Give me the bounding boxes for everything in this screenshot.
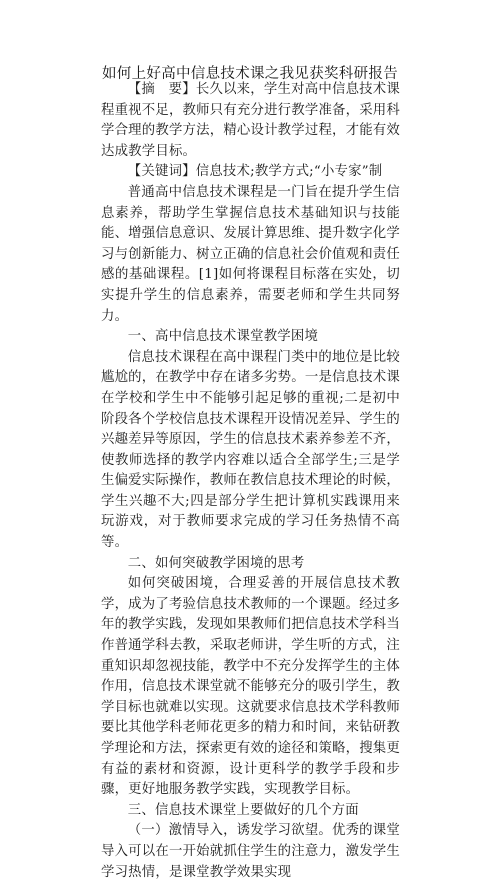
document-body — [101, 80, 400, 883]
section-3-paragraph: （一）激情导入，诱发学习欲望。优秀的课堂导入可以在一开始就抓住学生的注意力，激发学生学习热情，是课堂教学效果实现 — [101, 823, 400, 880]
section-2-heading: 二、如何突破教学困境的思考 — [127, 555, 305, 571]
document-title: 如何上好高中信息技术课之我见获奖科研报告 — [102, 66, 398, 82]
section-1-heading: 一、高中信息技术课堂教学困境 — [127, 329, 319, 345]
abstract-paragraph: 【摘 要】长久以来，学生对高中信息技术课程重视不足，教师只有充分进行教学准备，采用科学合理的教学方法，精心设计教学过程，才能有效达成教学目标。 — [101, 82, 400, 159]
intro-paragraph: 普通高中信息技术课程是一门旨在提升学生信息素养，帮助学生掌握信息技术基础知识与技能能、增强信息意识、发展计算思维、提升数字化学习与创新能力、树立正确的信息社会价值观和责任感的基础课程。[1]如何将课程目标落在实处，切实提升学生的信息素养，需要老师和学生共同努力。 — [101, 184, 400, 324]
section-2-paragraph: 如何突破困境，合理妥善的开展信息技术教学，成为了考验信息技术教师的一个课题。经过多年的教学实践，发现如果教师们把信息技术学科当作普通学科去教，采取老师讲，学生听的方式，注重知识却忽视技能，教学中不充分发挥学生的主体作用，信息技术课堂就不能够充分的吸引学生，教学目标也就难以实现。这就要求信息技术学科教师要比其他学科老师花更多的精力和时间，来钻研教学理论和方法，探索更有效的途径和策略，搜集更有益的素材和资源，设计更科学的教学手段和步骤，更好地服务教学实践，实现教学目标。 — [101, 576, 400, 798]
section-3-heading: 三、信息技术课堂上要做好的几个方面 — [127, 802, 359, 818]
keywords-paragraph: 【关键词】信息技术;教学方式;“小专家”制 — [127, 164, 383, 180]
section-1-paragraph: 信息技术课程在高中课程门类中的地位是比较尴尬的，在教学中存在诸多劣势。一是信息技术课在学校和学生中不能够引起足够的重视;二是初中阶段各个学校信息技术课程开设情况差异、学生的兴趣差异等原因，学生的信息技术素养参差不齐，使教师选择的教学内容难以适合全部学生;三是学生偏爱实际操作，教师在教信息技术理论的时候，学生兴趣不大;四是部分学生把计算机实践课用来玩游戏，对于教师要求完成的学习任务热情不高等。 — [101, 349, 400, 551]
